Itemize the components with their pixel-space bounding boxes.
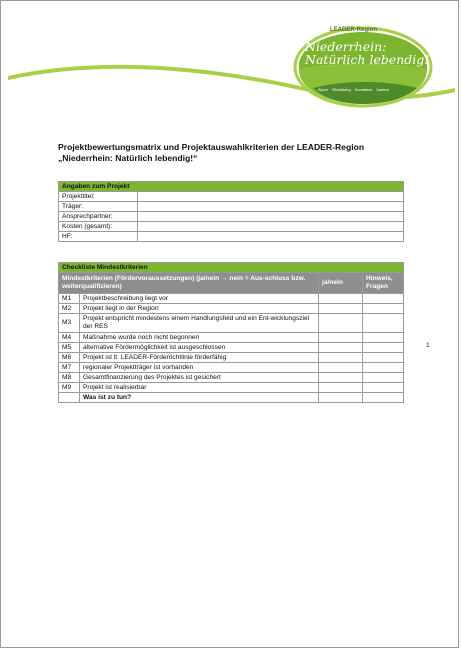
yesno-cell[interactable] (319, 383, 363, 393)
field-value[interactable] (138, 192, 404, 202)
criteria-code: M9 (59, 383, 80, 393)
notes-cell[interactable] (363, 333, 404, 343)
field-label: Projekttitel: (59, 192, 138, 202)
notes-cell[interactable] (363, 383, 404, 393)
field-label: Träger: (59, 202, 138, 212)
logo-town: Rheinberg (332, 87, 351, 92)
yesno-cell[interactable] (319, 333, 363, 343)
notes-cell[interactable] (363, 343, 404, 353)
table-row (59, 373, 404, 383)
criteria-text: Maßnahme wurde noch nicht begonnen (80, 333, 319, 343)
table-row (59, 343, 404, 353)
logo-line2: Natürlich lebendig! (305, 52, 430, 67)
logo-wordmark (305, 40, 429, 66)
criteria-text: alternative Fördermöglichkeit ist ausgeschlossen (80, 343, 319, 353)
criteria-code: M7 (59, 363, 80, 373)
logo-town: Alpen (318, 87, 329, 92)
logo-towns (318, 87, 393, 92)
notes-cell[interactable] (363, 373, 404, 383)
notes-cell[interactable] (363, 314, 404, 333)
logo-town: Sonsbeck (354, 87, 373, 92)
criteria-text: Projekt ist realisierbar (80, 383, 319, 393)
table-row (59, 314, 404, 333)
table-row (59, 333, 404, 343)
table-row (59, 212, 404, 222)
criteria-text: Projekt entspricht mindestens einem Handlungsfeld und ein Ent-wicklungsziel der RES (80, 314, 319, 333)
page-number: 1 (426, 342, 430, 349)
criteria-code: M3 (59, 314, 80, 333)
table-row (59, 232, 404, 242)
project-info-header: Angaben zum Projekt (59, 182, 404, 192)
notes-cell[interactable] (363, 393, 404, 403)
table-row (59, 202, 404, 212)
notes-cell[interactable] (363, 363, 404, 373)
criteria-code: M5 (59, 343, 80, 353)
col-yesno-header: ja/nein (319, 273, 363, 294)
yesno-cell[interactable] (319, 304, 363, 314)
notes-cell[interactable] (363, 304, 404, 314)
title-line2: „Niederrhein: Natürlich lebendig!“ (58, 153, 198, 163)
criteria-code: M4 (59, 333, 80, 343)
todo-label: Was ist zu tun? (80, 393, 319, 403)
notes-cell[interactable] (363, 353, 404, 363)
yesno-cell[interactable] (319, 373, 363, 383)
project-info-table (58, 181, 404, 242)
table-row (59, 353, 404, 363)
field-label: Kosten (gesamt): (59, 222, 138, 232)
field-value[interactable] (138, 232, 404, 242)
criteria-text: Projekt ist lt. LEADER-Förderrichtlinie förderfähig (80, 353, 319, 363)
checklist-table (58, 262, 404, 403)
logo-line1: Niederrhein: (305, 39, 387, 54)
yesno-cell[interactable] (319, 343, 363, 353)
col-criteria-header: Mindestkriterien (Fördervoraussetzungen) (ja/nein → nein = Aus-schluss bzw. weiterqualifizieren) (59, 273, 319, 294)
logo-town: Xanten (376, 87, 389, 92)
criteria-text: Projekt liegt in der Region (80, 304, 319, 314)
table-row (59, 222, 404, 232)
table-row (59, 192, 404, 202)
table-row (59, 393, 404, 403)
table-row (59, 294, 404, 304)
yesno-cell[interactable] (319, 353, 363, 363)
col-notes-header: Hinweis, Fragen (363, 273, 404, 294)
criteria-text: Projektbeschreibung liegt vor (80, 294, 319, 304)
document-title (58, 142, 418, 164)
yesno-cell[interactable] (319, 314, 363, 333)
field-label: Ansprechpartner: (59, 212, 138, 222)
field-value[interactable] (138, 202, 404, 212)
yesno-cell[interactable] (319, 393, 363, 403)
field-value[interactable] (138, 212, 404, 222)
table-row (59, 363, 404, 373)
yesno-cell[interactable] (319, 294, 363, 304)
criteria-code: M1 (59, 294, 80, 304)
criteria-code: M2 (59, 304, 80, 314)
title-line1: Projektbewertungsmatrix und Projektauswahlkriterien der LEADER-Region (58, 142, 365, 152)
notes-cell[interactable] (363, 294, 404, 304)
criteria-text: regionaler Projektträger ist vorhanden (80, 363, 319, 373)
yesno-cell[interactable] (319, 363, 363, 373)
field-value[interactable] (138, 222, 404, 232)
table-row (59, 383, 404, 393)
criteria-code: M8 (59, 373, 80, 383)
criteria-code (59, 393, 80, 403)
criteria-text: Gesamtfinanzierung des Projektes ist gesichert (80, 373, 319, 383)
table-row (59, 304, 404, 314)
logo-top-text: LEADER-Region (330, 27, 377, 33)
field-label: HF: (59, 232, 138, 242)
criteria-code: M6 (59, 353, 80, 363)
checklist-header: Checkliste Mindestkriterien (59, 263, 404, 273)
